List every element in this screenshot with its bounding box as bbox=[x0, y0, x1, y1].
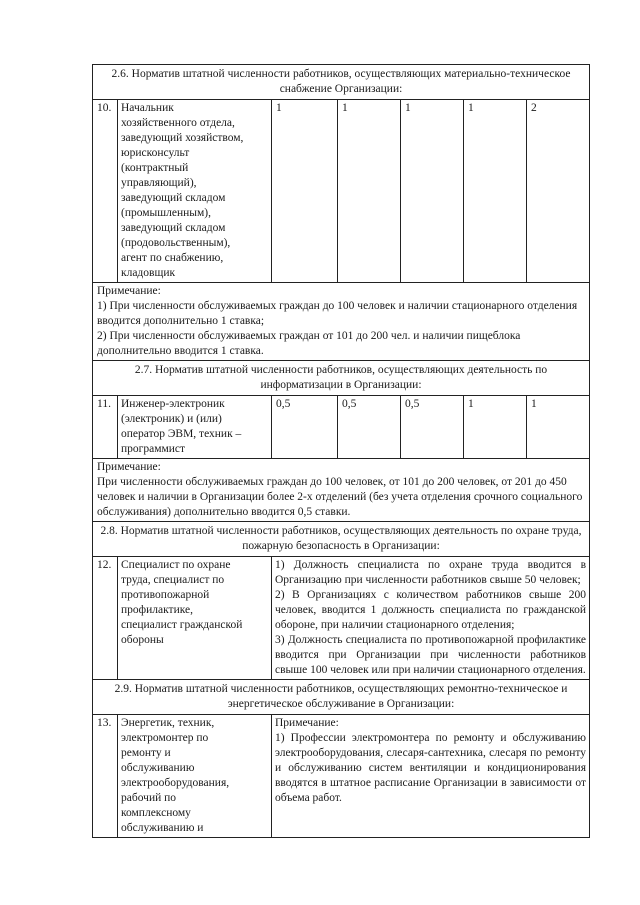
position-line: хозяйственного отдела, bbox=[121, 117, 235, 129]
position-names bbox=[118, 715, 272, 838]
table-row-10 bbox=[93, 100, 590, 283]
position-line: оператор ЭВМ, техник – bbox=[121, 428, 242, 440]
note-line: 2) При численности обслуживаемых граждан от 101 до 200 чел. и наличии пищеблока дополнительно вводится 1 ставка. bbox=[97, 330, 521, 357]
position-line: кладовщик bbox=[121, 267, 176, 279]
position-line: юрисконсульт bbox=[121, 147, 190, 159]
table-row-13 bbox=[93, 715, 590, 838]
norm-value-2: 1 bbox=[338, 100, 401, 283]
section-title: 2.7. Норматив штатной численности работников, осуществляющих деятельность по информатизации в Организации: bbox=[93, 361, 590, 396]
position-line: заведующий хозяйством, bbox=[121, 132, 244, 144]
note-line: 1) При численности обслуживаемых граждан до 100 человек и наличии стационарного отделения вводится дополнительно 1 ставка; bbox=[97, 300, 578, 327]
note-line: Примечание: bbox=[97, 285, 161, 297]
table-row-12 bbox=[93, 557, 590, 680]
section-header-2-8 bbox=[93, 522, 590, 557]
section-header-2-6 bbox=[93, 65, 590, 100]
position-line: комплексному bbox=[121, 807, 191, 819]
position-names bbox=[118, 100, 272, 283]
position-line: заведующий складом bbox=[121, 192, 226, 204]
staffing-norms-table bbox=[92, 64, 590, 838]
position-line: Специалист по охране bbox=[121, 559, 231, 571]
position-line: (контрактный bbox=[121, 162, 189, 174]
row-number: 11. bbox=[93, 396, 118, 459]
norm-value-3: 0,5 bbox=[401, 396, 464, 459]
condition-line: Примечание: bbox=[275, 717, 339, 729]
row-number: 13. bbox=[93, 715, 118, 838]
position-line: электрооборудования, bbox=[121, 777, 230, 789]
condition-line: 2) В Организациях с количеством работников свыше 200 человек, вводится 1 должность специалиста по гражданской обороне, при наличии стационарного отделения; bbox=[275, 589, 586, 631]
norm-value-5: 1 bbox=[527, 396, 590, 459]
norm-value-4: 1 bbox=[464, 396, 527, 459]
section-title: 2.8. Норматив штатной численности работников, осуществляющих деятельность по охране труда, пожарную безопасность в Организации: bbox=[93, 522, 590, 557]
position-line: обороны bbox=[121, 634, 164, 646]
norm-value-3: 1 bbox=[401, 100, 464, 283]
table-row-11 bbox=[93, 396, 590, 459]
position-line: (промышленным), bbox=[121, 207, 211, 219]
position-line: Инженер-электроник bbox=[121, 398, 225, 410]
position-line: противопожарной bbox=[121, 589, 210, 601]
position-line: ремонту и bbox=[121, 747, 171, 759]
norm-value-4: 1 bbox=[464, 100, 527, 283]
section-title: 2.6. Норматив штатной численности работников, осуществляющих материально-техническое снабжение Организации: bbox=[93, 65, 590, 100]
position-line: рабочий по bbox=[121, 792, 177, 804]
row-number: 12. bbox=[93, 557, 118, 680]
section-header-2-7 bbox=[93, 361, 590, 396]
condition-line: 1) Профессии электромонтера по ремонту и обслуживанию электрооборудования, слесаря-сантехника, слесаря по ремонту и обслуживанию систем вентиляции и кондиционирования вводятся в штатное расписание Организации в зависимости от объема работ. bbox=[275, 732, 586, 804]
position-line: Энергетик, техник, bbox=[121, 717, 215, 729]
position-line: Начальник bbox=[121, 102, 174, 114]
section-header-2-9 bbox=[93, 680, 590, 715]
position-line: (электроник) и (или) bbox=[121, 413, 222, 425]
conditions-text bbox=[272, 715, 590, 838]
norm-value-1: 0,5 bbox=[272, 396, 338, 459]
norm-value-1: 1 bbox=[272, 100, 338, 283]
condition-line: 1) Должность специалиста по охране труда вводится в Организацию при численности работников свыше 50 человек; bbox=[275, 559, 586, 586]
position-names bbox=[118, 557, 272, 680]
row-number: 10. bbox=[93, 100, 118, 283]
position-line: управляющий), bbox=[121, 177, 197, 189]
conditions-text bbox=[272, 557, 590, 680]
norm-value-5: 2 bbox=[527, 100, 590, 283]
position-line: обслуживанию bbox=[121, 762, 195, 774]
document-page bbox=[92, 64, 589, 838]
position-line: (продовольственным), bbox=[121, 237, 231, 249]
note-line: Примечание: bbox=[97, 461, 161, 473]
note-block bbox=[93, 459, 590, 522]
condition-line: 3) Должность специалиста по противопожарной профилактике вводится при Организации при численности работников свыше 100 человек или при наличии стационарного отделения. bbox=[275, 634, 586, 676]
norm-value-2: 0,5 bbox=[338, 396, 401, 459]
note-block bbox=[93, 283, 590, 361]
position-line: агент по снабжению, bbox=[121, 252, 224, 264]
position-line: специалист гражданской bbox=[121, 619, 243, 631]
note-line: При численности обслуживаемых граждан до 100 человек, от 101 до 200 человек, от 201 до 450 человек и наличии в Организации более 2-х отделений (без учета отделения срочного социального обслуживания) дополнительно вводится 0,5 ставки. bbox=[97, 476, 583, 518]
position-line: труда, специалист по bbox=[121, 574, 225, 586]
note-row-2-6 bbox=[93, 283, 590, 361]
position-line: электромонтер по bbox=[121, 732, 209, 744]
position-line: обслуживанию и bbox=[121, 822, 204, 834]
section-title: 2.9. Норматив штатной численности работников, осуществляющих ремонтно-техническое и энергетическое обслуживание в Организации: bbox=[93, 680, 590, 715]
position-line: программист bbox=[121, 443, 186, 455]
position-line: профилактике, bbox=[121, 604, 193, 616]
position-names bbox=[118, 396, 272, 459]
position-line: заведующий складом bbox=[121, 222, 226, 234]
note-row-2-7 bbox=[93, 459, 590, 522]
